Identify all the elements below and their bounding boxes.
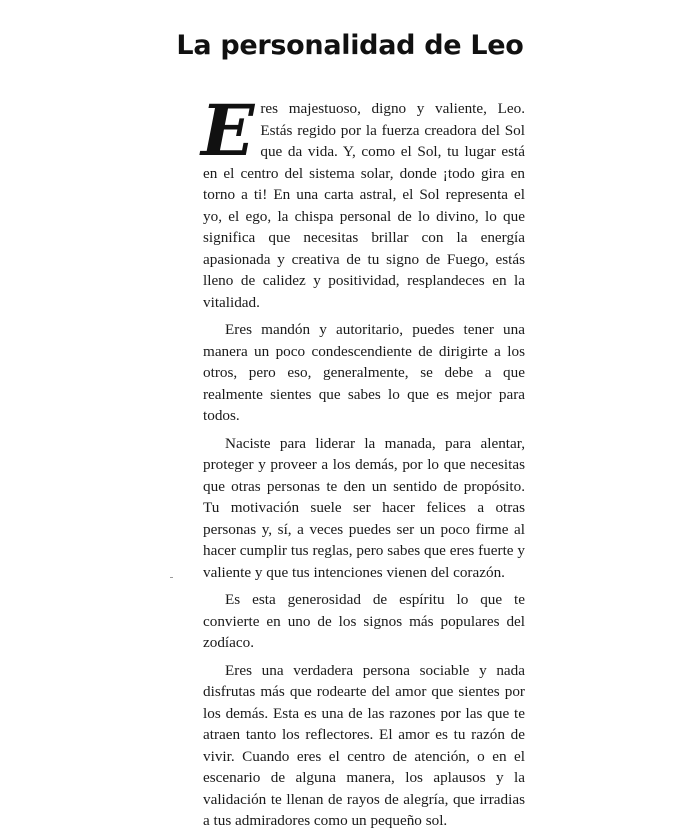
paragraph-5: Eres una verdadera persona sociable y nada disfrutas más que rodearte del amor que sientes por los demás. Esta es una de las razones por las que te atraen tanto los reflectores. El amor es tu razón de vivir. Cuando eres el centro de atención, o en el escenario de alguna manera, los aplausos y la validación te llenan de rayos de alegría, que irradias a tus admiradores como un pequeño sol.	[203, 661, 525, 829]
scan-speck	[170, 577, 173, 578]
paragraph-1	[201, 89, 525, 313]
page-title: La personalidad de Leo	[176, 30, 524, 61]
paragraph-4: Es esta generosidad de espíritu lo que te convierte en uno de los signos más populares del zodíaco.	[203, 591, 525, 651]
paragraph-1-text: res majestuoso, digno y valiente, Leo. Estás regido por la fuerza creadora del Sol que da vida. Y, como el Sol, tu lugar está en el centro del sistema solar, donde ¡todo gira en torno a ti! En una carta astral, el Sol representa el yo, el ego, la chispa personal de lo divino, lo que significa que necesitas brillar con la energía apasionada y creativa de tu signo de Fuego, estás lleno de calidez y positividad, resplandeces en la vitalidad.	[203, 100, 525, 311]
drop-cap: E	[201, 89, 255, 172]
paragraph-3: Naciste para liderar la manada, para alentar, proteger y proveer a los demás, por lo que necesitas que otras personas te den un sentido de propósito. Tu motivación suele ser hacer felices a otras personas y, sí, a veces puedes ser un poco firme al hacer cumplir tus reglas, pero sabes que eres fuerte y valiente y que tus intenciones vienen del corazón.	[203, 434, 525, 581]
article-body	[201, 89, 525, 838]
paragraph-2: Eres mandón y autoritario, puedes tener una manera un poco condescendiente de dirigirte a los otros, pero eso, generalmente, se debe a que realmente sientes que sabes lo que es mejor para todos.	[203, 321, 525, 424]
